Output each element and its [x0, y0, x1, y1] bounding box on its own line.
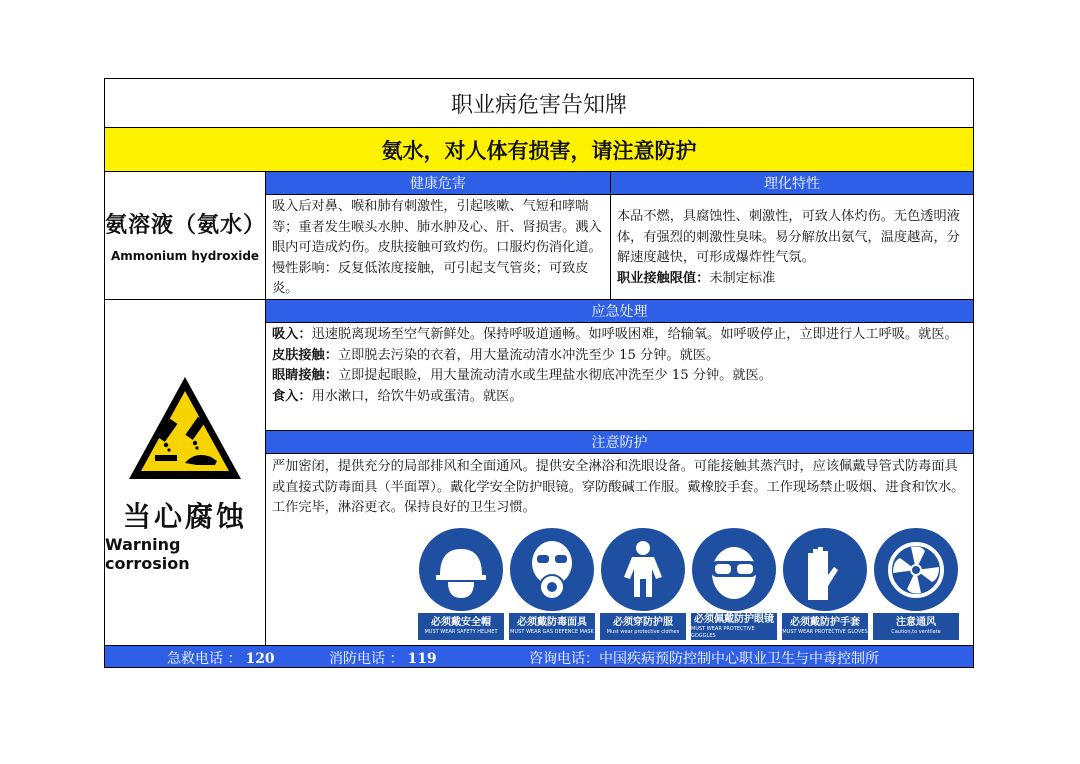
ppe-label-cn: 必须戴安全帽 — [431, 617, 491, 629]
fire-phone — [329, 648, 437, 668]
consult-phone — [529, 648, 879, 668]
emergency-item-eye — [272, 366, 967, 387]
consult-phone-label: 咨询电话： — [529, 651, 599, 667]
protective-goggles-icon — [699, 535, 769, 605]
warning-sign-en: Warning corrosion — [105, 534, 190, 573]
safety-helmet-icon — [426, 535, 496, 605]
corrosion-warning-cell — [105, 300, 266, 645]
emergency-label: 吸入： — [272, 327, 312, 342]
protective-clothes-icon — [608, 535, 678, 605]
protection-text: 严加密闭，提供充分的局部排风和全面通风。提供安全淋浴和洗眼设备。可能接触其蒸汽时，应该佩戴导管式防毒面具或直接式防毒面具（半面罩）。戴化学安全防护眼镜。穿防酸碱工作服。戴橡胶手套。工作现场禁止吸烟、进食和饮水。工作完毕，淋浴更衣。保持良好的卫生习惯。 — [272, 459, 965, 515]
ppe-safety-helmet — [417, 528, 505, 640]
ppe-protective-clothes — [599, 528, 687, 640]
emergency-text: 用水漱口，给饮牛奶或蛋清。就医。 — [311, 388, 523, 404]
emergency-label: 皮肤接触： — [272, 347, 338, 363]
ppe-label-cn: 必须佩戴防护眼镜 — [694, 613, 774, 625]
emergency-cell — [266, 323, 973, 431]
ppe-label-cn: 必须穿防护服 — [613, 617, 673, 629]
emergency-phone-number: 120 — [245, 651, 275, 667]
ppe-label-en: MUST WEAR GAS DEFENCE MASK — [510, 629, 594, 636]
exposure-limit-value: 未制定标准 — [709, 270, 776, 286]
ppe-ventilation — [872, 528, 960, 640]
emergency-label: 食入： — [272, 388, 312, 404]
emergency-item-ingestion — [272, 387, 967, 408]
health-hazard-header: 健康危害 — [266, 172, 611, 195]
emergency-phone-label: 急救电话 ： — [167, 651, 242, 667]
gas-mask-icon — [517, 535, 587, 605]
emergency-phone — [167, 648, 275, 668]
corrosion-warning-icon — [125, 373, 245, 485]
emergency-text: 立即脱去污染的衣着，用大量流动清水冲洗至少 15 分钟。就医。 — [337, 347, 720, 363]
board-title: 职业病危害告知牌 — [105, 79, 973, 128]
emergency-text: 迅速脱离现场至空气新鲜处。保持呼吸道通畅。如呼吸困难，给输氧。如呼吸停止，立即进行人工呼吸。就医。 — [311, 327, 958, 342]
ppe-protective-goggles — [690, 528, 778, 640]
ppe-label-cn: 必须戴防毒面具 — [517, 617, 587, 629]
fire-phone-label: 消防电话 ： — [329, 651, 404, 667]
properties-header: 理化特性 — [611, 172, 973, 195]
emergency-text: 立即提起眼睑，用大量流动清水或生理盐水彻底冲洗至少 15 分钟。就医。 — [337, 368, 772, 383]
warning-banner: 氨水，对人体有损害，请注意防护 — [105, 128, 973, 172]
health-hazard-text: 吸入后对鼻、喉和肺有刺激性，引起咳嗽、气短和哮喘等；重者发生喉头水肿、肺水肿及心、肝、肾损害。溅入眼内可造成灼伤。皮肤接触可致灼伤。口服灼伤消化道。慢性影响：反复低浓度接触，可引起支气管炎；可致皮炎。 — [266, 195, 611, 300]
ppe-label-cn: 必须戴防护手套 — [790, 617, 860, 629]
ppe-label-en: Must wear protective clothes — [606, 629, 680, 636]
protective-gloves-icon — [790, 535, 860, 605]
exposure-limit-label: 职业接触限值： — [617, 270, 710, 286]
ppe-protective-gloves — [781, 528, 869, 640]
emergency-header: 应急处理 — [266, 300, 973, 323]
protection-header: 注意防护 — [266, 431, 973, 454]
emergency-label: 眼睛接触： — [272, 368, 338, 383]
properties-text: 本品不燃，具腐蚀性、刺激性，可致人体灼伤。无色透明液体，有强烈的刺激性臭味。易分解放出氨气，温度越高，分解速度越快，可形成爆炸性气氛。 — [617, 209, 960, 265]
warning-sign-cn: 当心腐蚀 — [122, 499, 247, 533]
substance-name-en: Ammonium hydroxide — [110, 249, 260, 263]
consult-phone-value: 中国疾病预防控制中心职业卫生与中毒控制所 — [599, 651, 879, 667]
ppe-label-en: MUST WEAR PROTECTIVE GLOVES — [782, 629, 868, 636]
emergency-item-inhalation — [272, 325, 967, 346]
ppe-label-cn: 注意通风 — [896, 617, 936, 629]
ppe-label-en: MUST WEAR PROTECTIVE GOGGLES — [691, 625, 755, 639]
substance-name-cell — [105, 172, 266, 300]
ppe-gas-mask — [508, 528, 596, 640]
ventilation-fan-icon — [881, 535, 951, 605]
properties-cell — [611, 195, 973, 300]
contact-footer — [105, 645, 973, 667]
ppe-label-en: MUST WEAR SAFETY HELMET — [424, 629, 498, 636]
hazard-notice-board — [104, 78, 974, 668]
emergency-item-skin — [272, 346, 967, 367]
substance-name-cn: 氨溶液（氨水） — [105, 212, 267, 238]
fire-phone-number: 119 — [407, 651, 437, 667]
ppe-label-en: Caution,to ventilate — [891, 629, 941, 636]
